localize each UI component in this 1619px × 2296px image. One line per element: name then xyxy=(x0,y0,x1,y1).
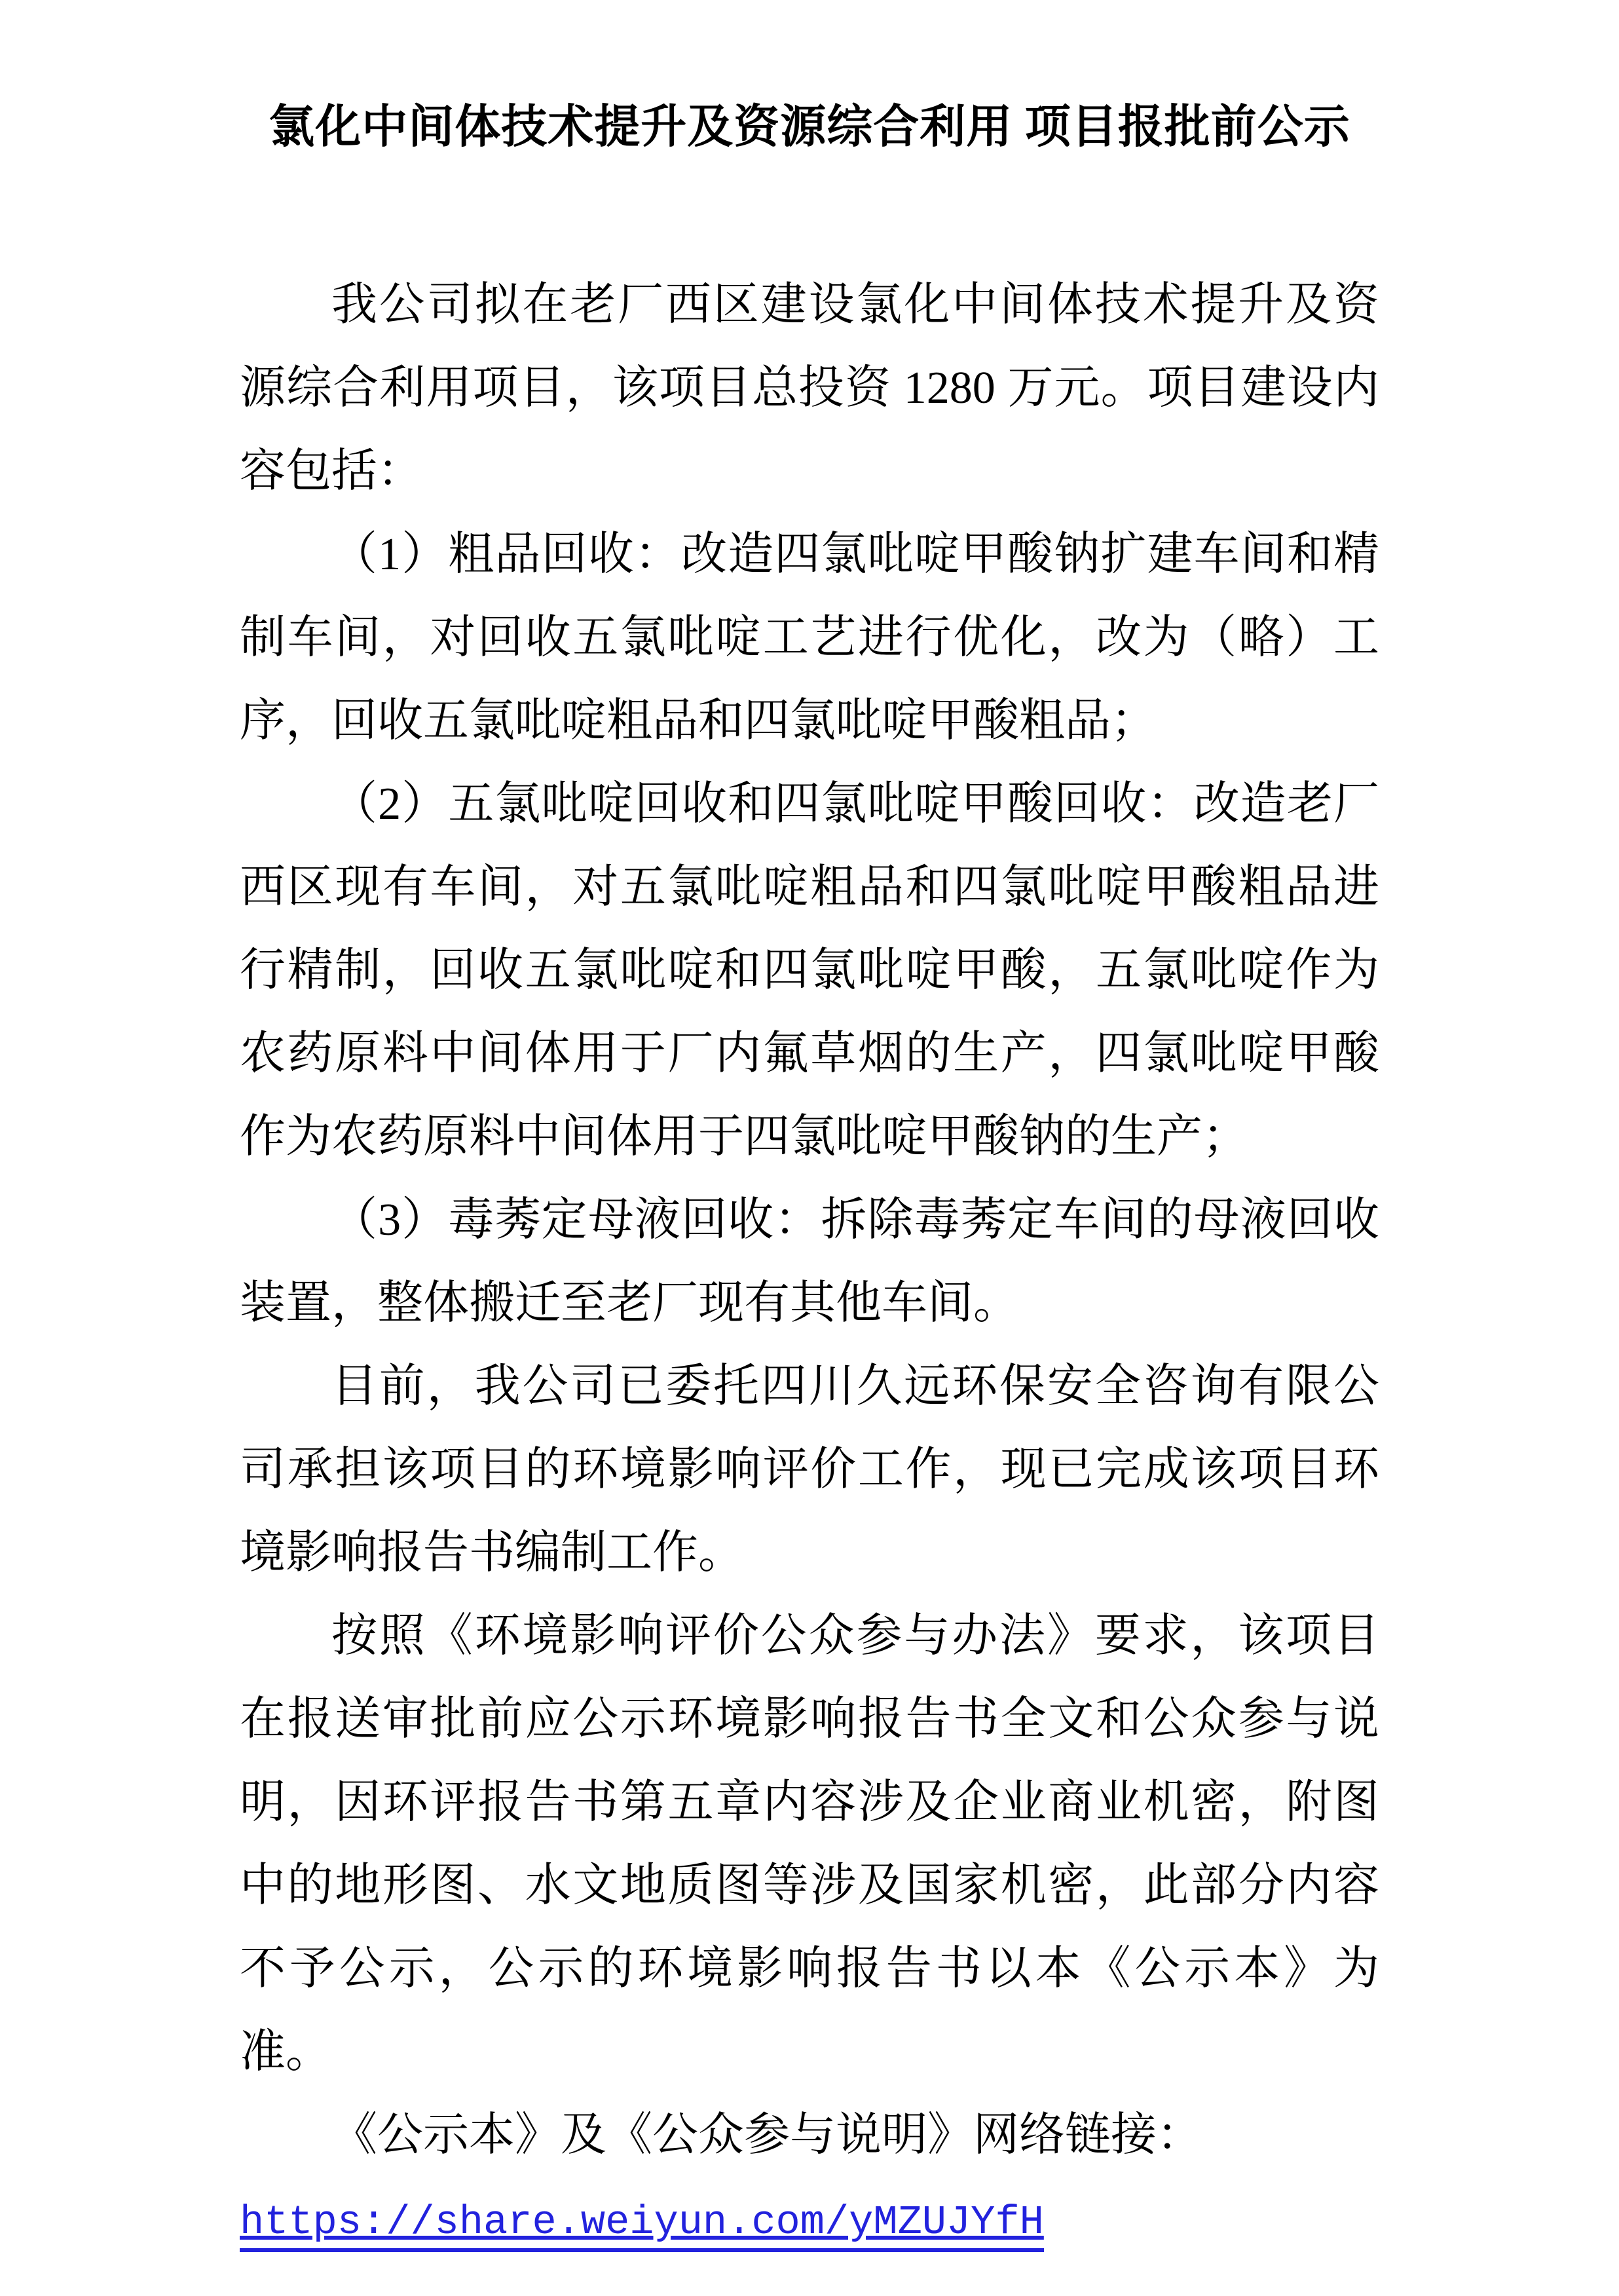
paragraph: （1）粗品回收：改造四氯吡啶甲酸钠扩建车间和精制车间，对回收五氯吡啶工艺进行优化，改为（略）工序，回收五氯吡啶粗品和四氯吡啶甲酸粗品； xyxy=(240,529,1379,746)
paragraph: 目前，我公司已委托四川久远环保安全咨询有限公司承担该项目的环境影响评价工作，现已完成该项目环境影响报告书编制工作。 xyxy=(240,1361,1379,1578)
paragraph: 按照《环境影响评价公众参与办法》要求，该项目在报送审批前应公示环境影响报告书全文和公众参与说明，因环评报告书第五章内容涉及企业商业机密，附图中的地形图、水文地质图等涉及国家机密，此部分内容不予公示，公示的环境影响报告书以本《公示本》为准。 xyxy=(240,1611,1379,2077)
paragraph: 《公示本》及《公众参与说明》网络链接： xyxy=(331,2110,1202,2160)
paragraph: （3）毒莠定母液回收：拆除毒莠定车间的母液回收装置，整体搬迁至老厂现有其他车间。 xyxy=(240,1195,1379,1328)
link-line xyxy=(240,2177,1379,2264)
document-title: 氯化中间体技术提升及资源综合利用 项目报批前公示 xyxy=(269,102,1350,153)
paragraph: 我公司拟在老厂西区建设氯化中间体技术提升及资源综合利用项目，该项目总投资 1280 万元。项目建设内容包括： xyxy=(240,280,1379,497)
document-body xyxy=(240,263,1379,2264)
paragraph: （2）五氯吡啶回收和四氯吡啶甲酸回收：改造老厂西区现有车间，对五氯吡啶粗品和四氯吡啶甲酸粗品进行精制，回收五氯吡啶和四氯吡啶甲酸，五氯吡啶作为农药原料中间体用于厂内氟草烟的生产，四氯吡啶甲酸作为农药原料中间体用于四氯吡啶甲酸钠的生产； xyxy=(240,779,1379,1162)
share-link[interactable]: https://share.weiyun.com/yMZUJYfH xyxy=(240,2199,1044,2252)
